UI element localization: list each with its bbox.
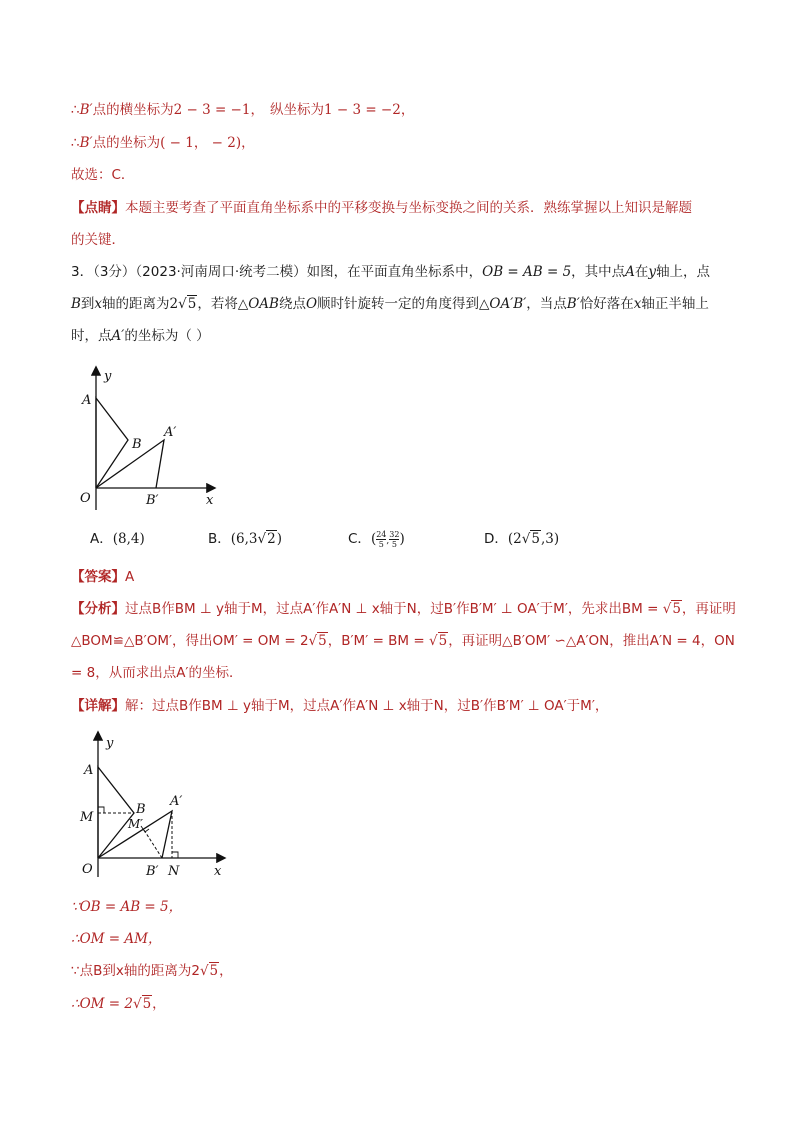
label-B: B xyxy=(132,437,142,452)
label-y: y xyxy=(106,736,114,751)
question-figure xyxy=(76,360,226,520)
label-A: A xyxy=(84,763,94,778)
label-y: y xyxy=(104,369,112,384)
analysis-line-2: △BOM≌△B′OM′，得出OM′ = OM = 2√5，B′M′ = BM = √5，再证明△B′OM′ ∽△A′ON，推出A′N = 4，ON xyxy=(71,633,735,649)
label-M1: M′ xyxy=(128,817,144,831)
label-B: B xyxy=(136,802,146,817)
step-4: ∴OM = 2√5， xyxy=(71,996,166,1012)
answer-line xyxy=(71,567,134,587)
right-angle-M xyxy=(98,807,104,813)
label-O: O xyxy=(82,862,93,877)
analysis-line-3: = 8，从而求出点A′的坐标． xyxy=(71,665,243,681)
step-2: ∴OM = AM， xyxy=(71,931,162,947)
choice-b[interactable]: B．(6,3√2) xyxy=(208,531,282,547)
question-line-2: B到x轴的距离为2√5，若将△OAB绕点O顺时针旋转一定的角度得到△OA′B′，当点B′恰好落在x轴正半轴上 xyxy=(71,296,709,312)
therefore-symbol: ∴ xyxy=(71,102,80,118)
key-point-line-2: 的关键． xyxy=(71,232,125,248)
label-M: M xyxy=(80,810,94,825)
key-point-tag: 【点睛】 xyxy=(71,200,125,216)
solution-line-2: ∴B′点的坐标为( − 1， − 2)， xyxy=(71,135,255,151)
triangle-OAB xyxy=(96,398,128,488)
choice-statement: 故选：C． xyxy=(71,167,135,183)
answer-value: A xyxy=(125,569,135,585)
label-A1: A′ xyxy=(170,794,183,809)
choice-c[interactable]: C．( $\frac{24}{5}$ , $\frac{32}{5}$ ) xyxy=(348,529,405,549)
solution-line-1: ∴B′点的横坐标为2 − 3 = −1， 纵坐标为1 − 3 = −2， xyxy=(71,102,415,118)
triangle-OA1B1 xyxy=(96,440,164,488)
label-O: O xyxy=(80,491,91,506)
label-A: A xyxy=(82,393,92,408)
question-line-3: 时，点A′的坐标为（ ） xyxy=(71,328,210,344)
label-B1: B′ xyxy=(146,493,159,508)
solution-figure xyxy=(76,727,236,887)
detail-line: 【详解】解：过点B作BM ⊥ y轴于M，过点A′作A′N ⊥ x轴于N，过B′作B′M′ ⊥ OA′于M′， xyxy=(71,698,609,714)
step-3: ∵点B到x轴的距离为2√5， xyxy=(71,963,233,979)
choice-d[interactable]: D．(2√5,3) xyxy=(484,531,560,547)
label-A1: A′ xyxy=(164,425,177,440)
step-1: ∵OB = AB = 5， xyxy=(71,899,183,915)
label-N: N xyxy=(168,864,180,879)
detail-tag: 【详解】 xyxy=(71,698,125,714)
answer-tag: 【答案】 xyxy=(71,569,125,585)
label-x: x xyxy=(206,493,214,508)
key-point-line: 【点睛】本题主要考查了平面直角坐标系中的平移变换与坐标变换之间的关系．熟练掌握以上知识是解题 xyxy=(71,200,692,216)
question-line-1: 3．（3分）（2023·河南周口·统考二模）如图，在平面直角坐标系中，OB = AB = 5，其中点A在y轴上，点 xyxy=(71,264,711,280)
right-angle-N xyxy=(172,852,178,858)
segment-B1M1 xyxy=(144,830,162,858)
choice-a[interactable]: A．(8,4) xyxy=(90,531,145,547)
analysis-line-1: 【分析】过点B作BM ⊥ y轴于M，过点A′作A′N ⊥ x轴于N，过B′作B′M′ ⊥ OA′于M′，先求出BM = √5，再证明 xyxy=(71,601,736,617)
analysis-tag: 【分析】 xyxy=(71,601,125,617)
label-B1: B′ xyxy=(146,864,159,879)
label-x: x xyxy=(214,864,222,879)
